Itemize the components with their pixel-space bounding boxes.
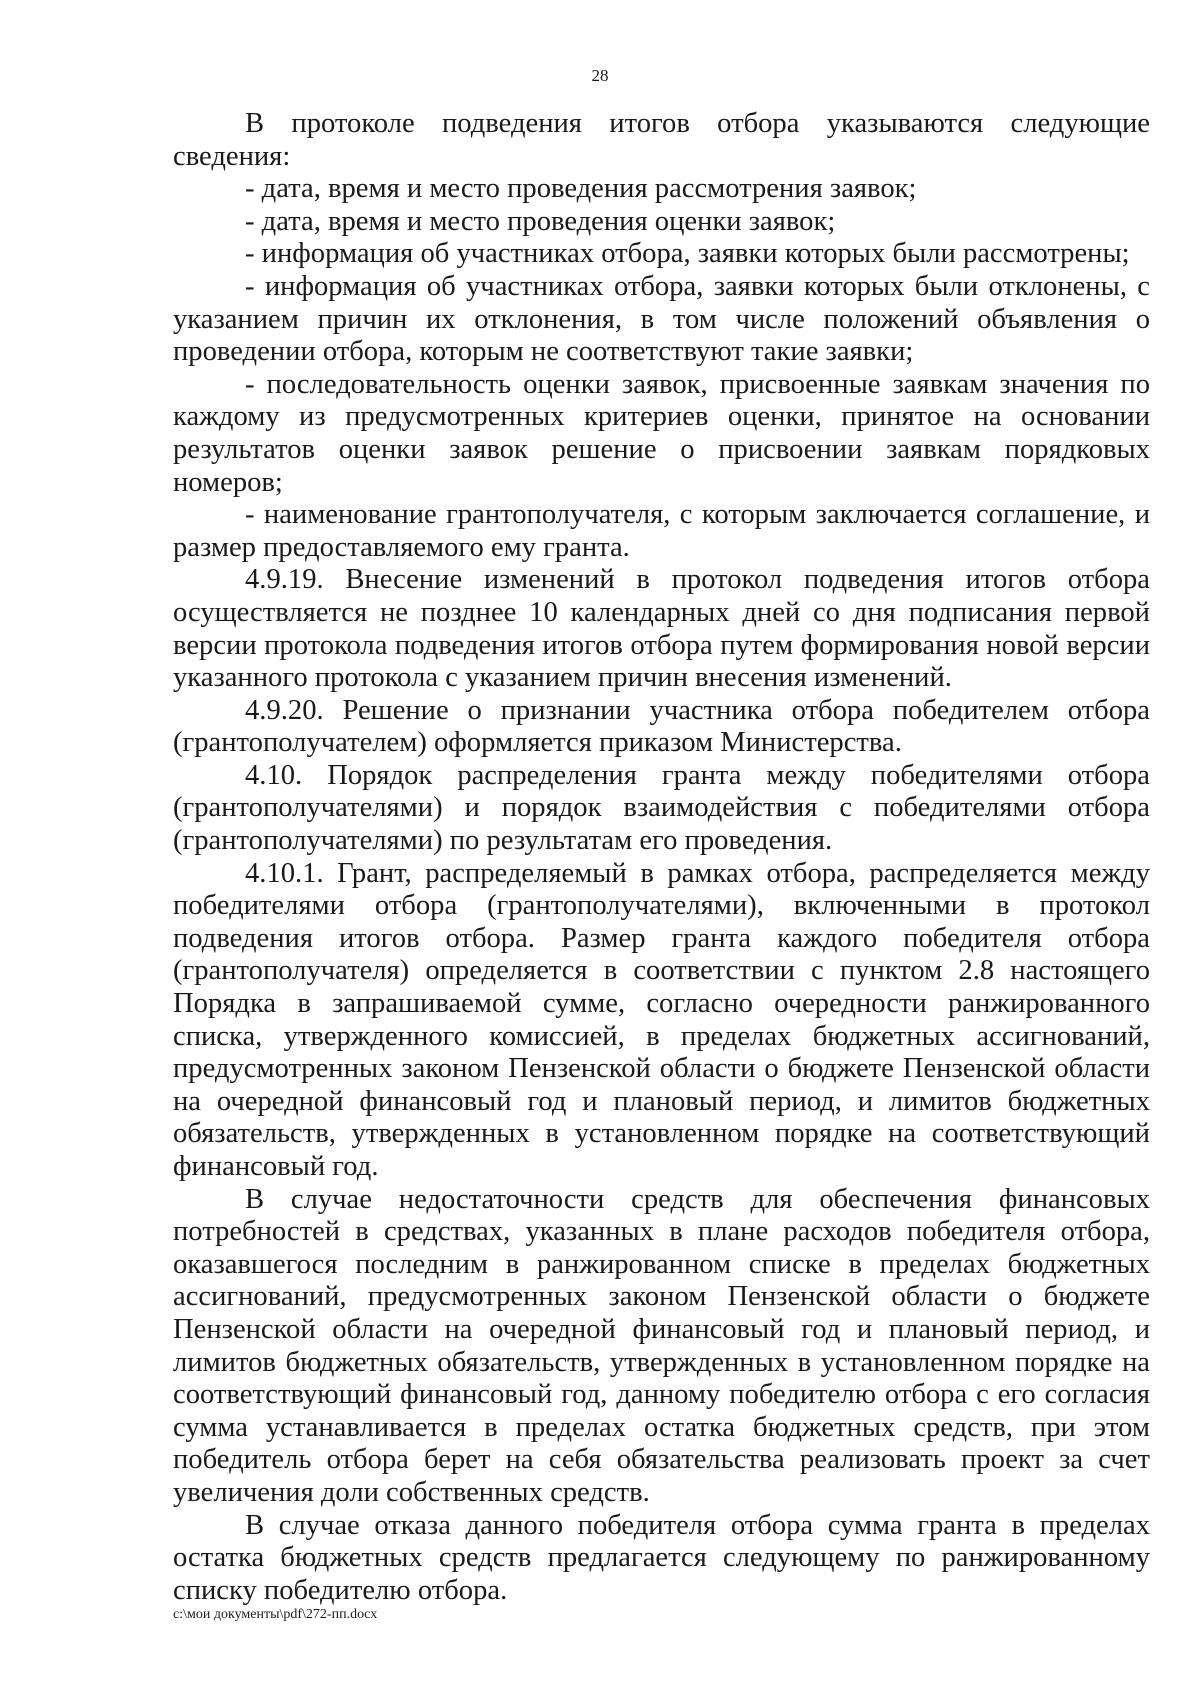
paragraph-protocol-info: В протоколе подведения итогов отбора указываются следующие сведения:	[173, 108, 1150, 172]
footer-file-path: c:\мои документы\pdf\272-пп.docx	[173, 1607, 378, 1622]
document-body	[173, 108, 1150, 1607]
list-item-reviewed-participants: - информация об участниках отбора, заявки которых были рассмотрены;	[245, 238, 1130, 270]
paragraph-4-9-20: 4.9.20. Решение о признании участника отбора победителем отбора (грантополучателем) оформляется приказом Министерства.	[173, 694, 1150, 759]
paragraph-refusal: В случае отказа данного победителя отбора сумма гранта в пределах остатка бюджетных средств предлагается следующему по ранжированному списку победителю отбора.	[173, 1509, 1150, 1606]
list-item-evaluation-sequence: - последовательность оценки заявок, присвоенные заявкам значения по каждому из предусмотренных критериев оценки, принятое на основании результатов оценки заявок решение о присвоении заявкам порядковых номеров;	[173, 368, 1150, 498]
paragraph-4-10: 4.10. Порядок распределения гранта между победителями отбора (грантополучателями) и порядок взаимодействия с победителями отбора (грантополучателями) по результатам его проведения.	[173, 759, 1150, 857]
list-item-grantee-name: - наименование грантополучателя, с которым заключается соглашение, и размер предоставляемого ему гранта.	[173, 499, 1150, 563]
list-item-evaluation-date: - дата, время и место проведения оценки заявок;	[245, 205, 836, 237]
page-number: 28	[591, 66, 609, 85]
paragraph-4-10-1: 4.10.1. Грант, распределяемый в рамках отбора, распределяется между победителями отбора (грантополучателями), включенными в протокол подведения итогов отбора. Размер гранта каждого победителя отбора (грантополучателя) определяется в соответствии с пунктом 2.8 настоящего Порядка в запрашиваемой сумме, согласно очередности ранжированного списка, утвержденного комиссией, в пределах бюджетных ассигнований, предусмотренных законом Пензенской области о бюджете Пензенской области на очередной финансовый год и плановый период, и лимитов бюджетных обязательств, утвержденных в установленном порядке на соответствующий финансовый год.	[173, 857, 1150, 1182]
paragraph-4-9-19: 4.9.19. Внесение изменений в протокол подведения итогов отбора осуществляется не позднее 10 календарных дней со дня подписания первой версии протокола подведения итогов отбора путем формирования новой версии указанного протокола с указанием причин внесения изменений.	[173, 564, 1150, 694]
list-item-rejected-participants: - информация об участниках отбора, заявки которых были отклонены, с указанием причин их отклонения, в том числе положений объявления о проведении отбора, которым не соответствуют такие заявки;	[173, 270, 1150, 368]
paragraph-insufficient-funds: В случае недостаточности средств для обеспечения финансовых потребностей в средствах, указанных в плане расходов победителя отбора, оказавшегося последним в ранжированном списке в пределах бюджетных ассигнований, предусмотренных законом Пензенской области о бюджете Пензенской области на очередной финансовый год и плановый период, и лимитов бюджетных обязательств, утвержденных в установленном порядке на соответствующий финансовый год, данному победителю отбора с его согласия сумма устанавливается в пределах остатка бюджетных средств, при этом победитель отбора берет на себя обязательства реализовать проект за счет увеличения доли собственных средств.	[173, 1183, 1150, 1508]
list-item-review-date: - дата, время и место проведения рассмотрения заявок;	[245, 173, 917, 205]
